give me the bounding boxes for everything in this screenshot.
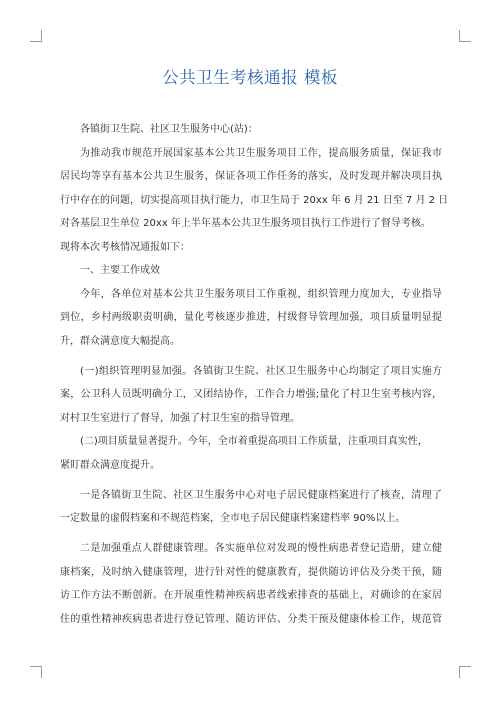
- text-line: 行中存在的问题，切实提高项目执行能力，市卫生局于 20xx 年 6 月 21 日至 7 月 2 日: [60, 194, 449, 206]
- text-line: 一、主要工作成效: [80, 265, 160, 276]
- document-body: [60, 118, 449, 631]
- text-line: 二是加强重点人群健康管理。各实施单位对发现的慢性病患者登记造册，建立健: [80, 543, 442, 554]
- text-line: 康档案，及时纳入健康管理，进行针对性的健康教育，提供随访评估及分类干预，随: [60, 566, 442, 578]
- text-line: 居民均等享有基本公共卫生服务，保证各项工作任务的落实，及时发现并解决项目执: [60, 171, 442, 182]
- text-line: 访工作方法不断创新。在开展重性精神疾病患者线索排查的基础上，对确诊的在家居: [60, 590, 442, 601]
- text-line: 一定数量的虚假档案和不规范档案，全市电子居民健康档案建档率 90%以上。: [60, 513, 406, 524]
- text-line: 现将本次考核情况通报如下：: [60, 241, 190, 253]
- text-line: 到位，乡村两级职责明确，量化考核逐步推进，村级督导管理加强，项目质量明显提: [60, 312, 442, 323]
- text-line: (二)项目质量显著提升。今年，全市着重提高项目工作质量，注重项目真实性，: [80, 436, 428, 447]
- crop-mark-bottom-left: [30, 666, 42, 678]
- text-line: 为推动我市规范开展国家基本公共卫生服务项目工作，提高服务质量，保证我市: [80, 147, 442, 159]
- crop-mark-top-right: [459, 30, 471, 42]
- text-line: 升，群众满意度大幅提高。: [60, 335, 180, 347]
- crop-mark-bottom-right: [459, 666, 471, 678]
- crop-mark-top-left: [30, 30, 42, 42]
- text-line: 各镇街卫生院、社区卫生服务中心(站)：: [80, 124, 258, 135]
- text-line: 案，公卫科人员既明确分工，又团结协作，工作合力增强;量化了村卫生室考核内容，: [60, 389, 442, 400]
- text-line: 今年，各单位对基本公共卫生服务项目工作重视，组织管理力度加大，专业指导: [80, 288, 442, 300]
- text-line: 一是各镇街卫生院、社区卫生服务中心对电子居民健康档案进行了核查，清理了: [80, 489, 442, 501]
- text-line: 对村卫生室进行了督导，加强了村卫生室的指导管理。: [60, 412, 300, 424]
- document-title: 公共卫生考核通报 模板: [162, 68, 338, 87]
- text-line: 住的重性精神疾病患者进行登记管理、随访评估、分类干预及健康体检工作，规范管: [60, 613, 442, 625]
- text-line: 紧盯群众满意度提升。: [60, 459, 160, 471]
- text-line: 对各基层卫生单位 20xx 年上半年基本公共卫生服务项目执行工作进行了督导考核。: [60, 218, 431, 229]
- text-line: (一)组织管理明显加强。各镇街卫生院、社区卫生服务中心均制定了项目实施方: [80, 365, 442, 377]
